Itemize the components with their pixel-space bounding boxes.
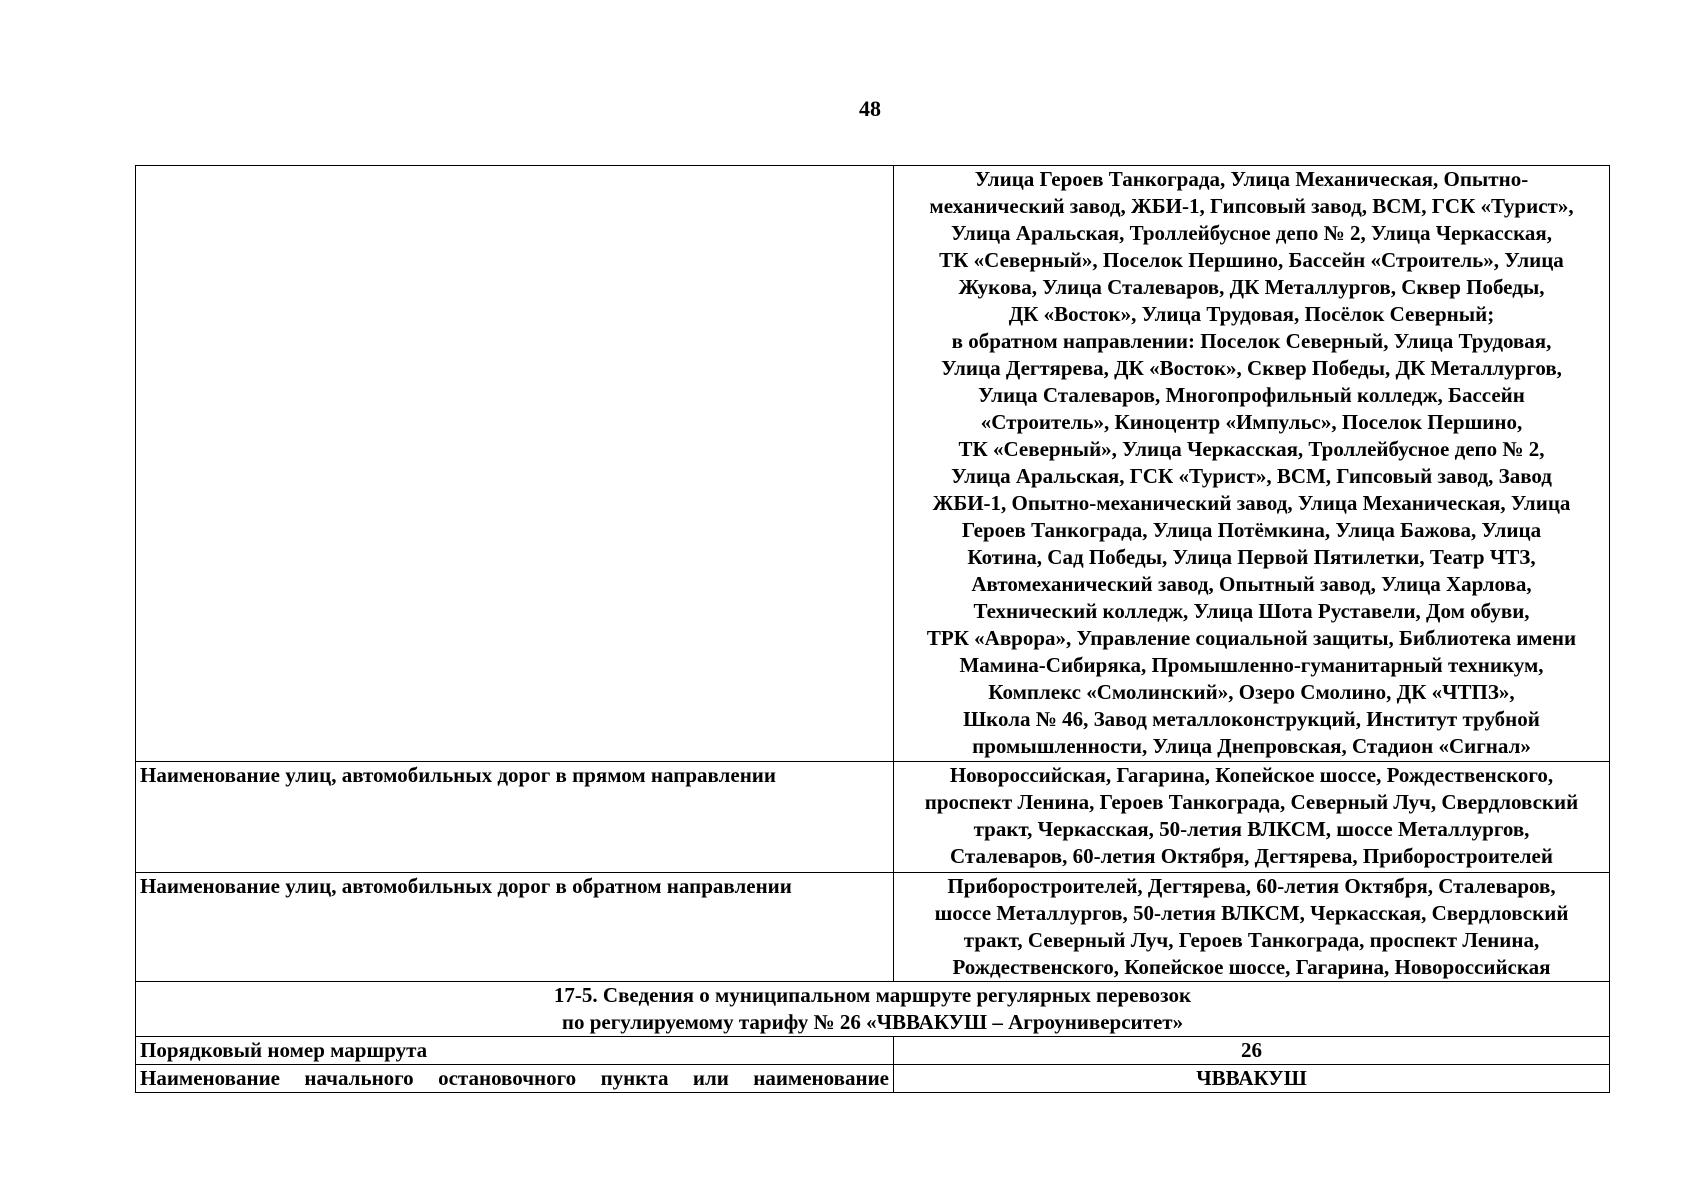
start-stop-value: ЧВВАКУШ bbox=[894, 1065, 1610, 1093]
start-stop-label: Наименование начального остановочного пункта или наименование bbox=[136, 1065, 894, 1093]
forward-streets-cell bbox=[894, 762, 1610, 873]
stops-label-cell bbox=[136, 166, 894, 762]
stops-line: Улица Героев Танкограда, Улица Механическая, Опытно- bbox=[974, 167, 1529, 191]
stops-line: Улица Дегтярева, ДК «Восток», Сквер Победы, ДК Металлургов, bbox=[941, 356, 1562, 380]
table-row-forward bbox=[136, 762, 1610, 873]
route-number-value: 26 bbox=[894, 1037, 1610, 1065]
reverse-streets-line: Рождественского, Копейское шоссе, Гагарина, Новороссийская bbox=[952, 955, 1551, 979]
stops-line: Комплекс «Смолинский», Озеро Смолино, ДК «ЧТПЗ», bbox=[988, 680, 1515, 704]
reverse-label: Наименование улиц, автомобильных дорог в обратном направлении bbox=[136, 873, 894, 982]
stops-line: Улица Сталеваров, Многопрофильный колледж, Бассейн bbox=[978, 383, 1525, 407]
reverse-streets bbox=[898, 873, 1605, 981]
table-row-stops bbox=[136, 166, 1610, 762]
forward-label: Наименование улиц, автомобильных дорог в прямом направлении bbox=[136, 762, 894, 873]
reverse-streets-line: шоссе Металлургов, 50-летия ВЛКСМ, Черкасская, Свердловский bbox=[934, 901, 1569, 925]
page-number: 48 bbox=[859, 96, 881, 121]
route-table bbox=[135, 165, 1610, 1093]
table-row-start-stop bbox=[136, 1065, 1610, 1093]
stops-line: промышленности, Улица Днепровская, Стадион «Сигнал» bbox=[972, 734, 1531, 758]
section-heading-line-1: 17-5. Сведения о муниципальном маршруте регулярных перевозок bbox=[553, 983, 1192, 1007]
table-row-reverse bbox=[136, 873, 1610, 982]
reverse-streets-cell bbox=[894, 873, 1610, 982]
forward-streets-line: Новороссийская, Гагарина, Копейское шоссе, Рождественского, bbox=[949, 763, 1554, 787]
stops-line: Мамина-Сибиряка, Промышленно-гуманитарный техникум, bbox=[959, 653, 1544, 677]
forward-streets-line: тракт, Черкасская, 50-летия ВЛКСМ, шоссе Металлургов, bbox=[973, 817, 1530, 841]
stops-line: ТК «Северный», Поселок Першино, Бассейн «Строитель», Улица bbox=[939, 248, 1564, 272]
stops-line: механический завод, ЖБИ-1, Гипсовый завод, ВСМ, ГСК «Турист», bbox=[929, 194, 1574, 218]
stops-list bbox=[898, 166, 1605, 760]
stops-line: ЖБИ-1, Опытно-механический завод, Улица Механическая, Улица bbox=[932, 491, 1571, 515]
stops-line: Улица Аральская, ГСК «Турист», ВСМ, Гипсовый завод, Завод bbox=[951, 464, 1552, 488]
forward-streets bbox=[898, 762, 1605, 870]
stops-line: Героев Танкограда, Улица Потёмкина, Улица Бажова, Улица bbox=[961, 518, 1542, 542]
table-row-section-heading bbox=[136, 982, 1610, 1037]
stops-line: Жукова, Улица Сталеваров, ДК Металлургов, Сквер Победы, bbox=[958, 275, 1545, 299]
table-row-route-number bbox=[136, 1037, 1610, 1065]
stops-line: «Строитель», Киноцентр «Импульс», Поселок Першино, bbox=[980, 410, 1523, 434]
route-number-label: Порядковый номер маршрута bbox=[136, 1037, 894, 1065]
stops-line: Котина, Сад Победы, Улица Первой Пятилетки, Театр ЧТЗ, bbox=[967, 545, 1536, 569]
reverse-streets-line: тракт, Северный Луч, Героев Танкограда, проспект Ленина, bbox=[963, 928, 1540, 952]
stops-line: Автомеханический завод, Опытный завод, Улица Харлова, bbox=[971, 572, 1532, 596]
stops-line: Школа № 46, Завод металлоконструкций, Институт трубной bbox=[963, 707, 1540, 731]
stops-line: ТРК «Аврора», Управление социальной защиты, Библиотека имени bbox=[926, 626, 1577, 650]
stops-line: Технический колледж, Улица Шота Руставели, Дом обуви, bbox=[973, 599, 1530, 623]
forward-streets-line: Сталеваров, 60-летия Октября, Дегтярева, Приборостроителей bbox=[950, 844, 1553, 868]
reverse-streets-line: Приборостроителей, Дегтярева, 60-летия Октября, Сталеваров, bbox=[947, 874, 1556, 898]
stops-list-cell bbox=[894, 166, 1610, 762]
stops-line: ТК «Северный», Улица Черкасская, Троллейбусное депо № 2, bbox=[958, 437, 1545, 461]
forward-streets-line: проспект Ленина, Героев Танкограда, Северный Луч, Свердловский bbox=[924, 790, 1579, 814]
stops-line: ДК «Восток», Улица Трудовая, Посёлок Северный; bbox=[1008, 302, 1495, 326]
section-heading bbox=[136, 982, 1610, 1037]
stops-line: Улица Аральская, Троллейбусное депо № 2, Улица Черкасская, bbox=[951, 221, 1552, 245]
stops-line: в обратном направлении: Поселок Северный, Улица Трудовая, bbox=[951, 329, 1552, 353]
section-heading-line-2: по регулируемому тарифу № 26 «ЧВВАКУШ – Агроуниверситет» bbox=[561, 1010, 1184, 1034]
